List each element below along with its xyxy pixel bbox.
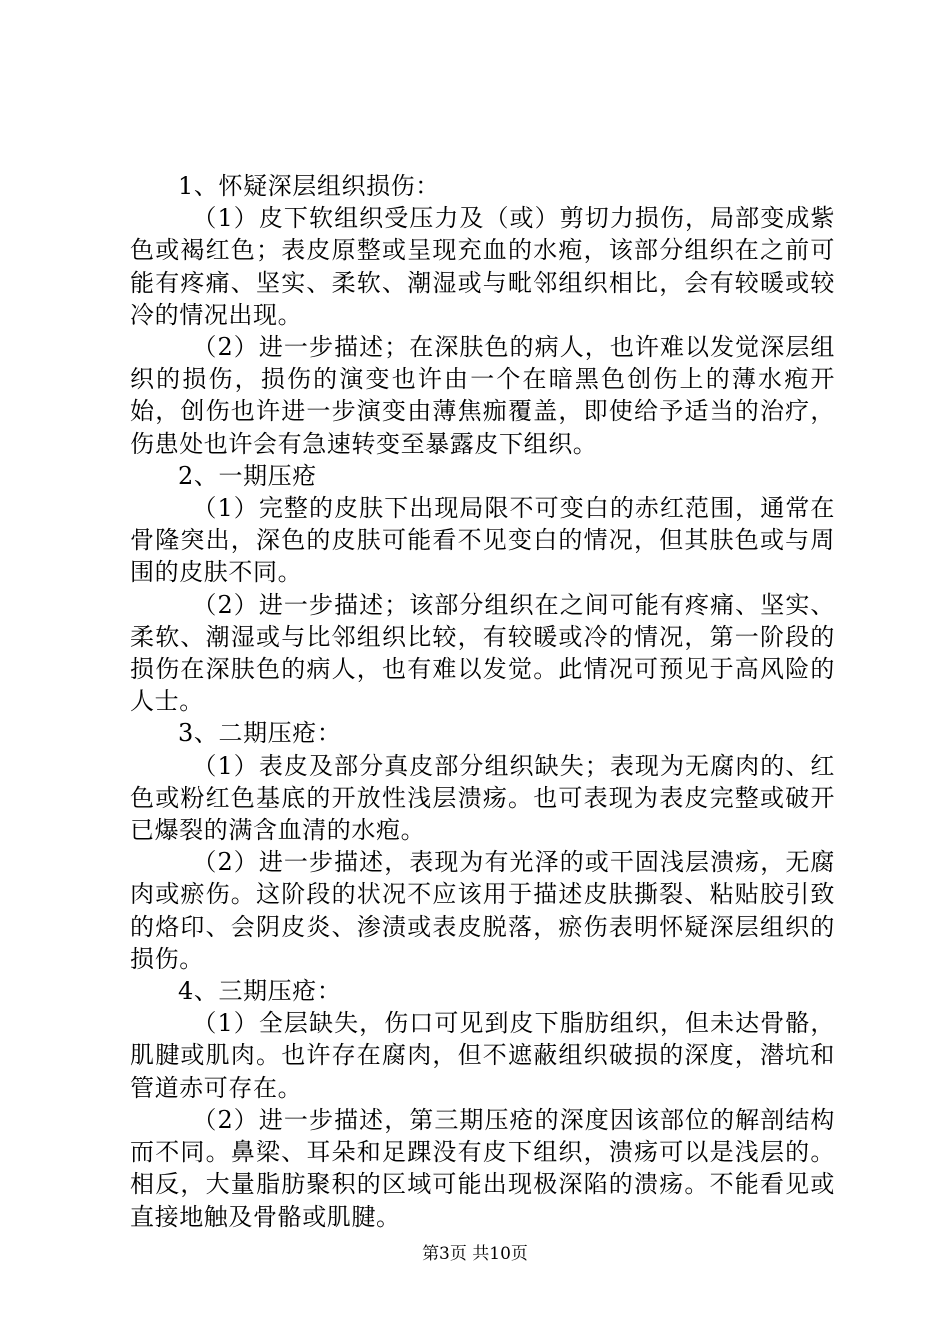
section-3-heading: 3、二期压疮： (178, 719, 342, 748)
section-3-item-2: （2）进一步描述，表现为有光泽的或干固浅层溃疡，无腐肉或瘀伤。这阶段的状况不应该用于描述皮肤撕裂、粘贴胶引致的烙印、会阴皮炎、渗渍或表皮脱落，瘀伤表明怀疑深层组织的损伤。 (130, 848, 835, 973)
section-2-heading: 2、一期压疮 (178, 461, 317, 490)
section-2-item-2: （2）进一步描述；该部分组织在之间可能有疼痛、坚实、柔软、潮湿或与比邻组织比较，有较暖或冷的情况，第一阶段的损伤在深肤色的病人，也有难以发觉。此情况可预见于高风险的人士。 (130, 590, 835, 716)
document-body (130, 170, 835, 1233)
section-1-heading: 1、怀疑深层组织损伤： (178, 172, 440, 200)
section-1-item-1: （1）皮下软组织受压力及（或）剪切力损伤，局部变成紫色或褐红色；表皮原整或呈现充血的水疱，该部分组织在之前可能有疼痛、坚实、柔软、潮湿或与毗邻组织相比，会有较暖或较冷的情况出现。 (130, 204, 835, 329)
section-4-item-2: （2）进一步描述，第三期压疮的深度因该部位的解剖结构而不同。鼻梁、耳朵和足踝没有皮下组织，溃疡可以是浅层的。相反，大量脂肪聚积的区域可能出现极深陷的溃疡。不能看见或直接地触及骨骼或肌腱。 (130, 1105, 835, 1231)
section-2-item-1: （1）完整的皮肤下出现局限不可变白的赤红范围，通常在骨隆突出，深色的皮肤可能看不见变白的情况，但其肤色或与周围的皮肤不同。 (130, 494, 835, 587)
section-4-heading: 4、三期压疮： (178, 977, 342, 1006)
page-footer: 第3页 共10页 (422, 1244, 528, 1264)
section-1-item-2: （2）进一步描述；在深肤色的病人，也许难以发觉深层组织的损伤，损伤的演变也许由一个在暗黑色创伤上的薄水疱开始，创伤也许进一步演变由薄焦痂覆盖，即使给予适当的治疗，伤患处也许会有急速转变至暴露皮下组织。 (130, 333, 835, 458)
section-4-item-1: （1）全层缺失，伤口可见到皮下脂肪组织，但未达骨骼，肌腱或肌肉。也许存在腐肉，但不遮蔽组织破损的深度，潜坑和管道赤可存在。 (130, 1009, 835, 1102)
section-3-item-1: （1）表皮及部分真皮部分组织缺失；表现为无腐肉的、红色或粉红色基底的开放性浅层溃疡。也可表现为表皮完整或破开已爆裂的满含血清的水疱。 (130, 751, 835, 845)
